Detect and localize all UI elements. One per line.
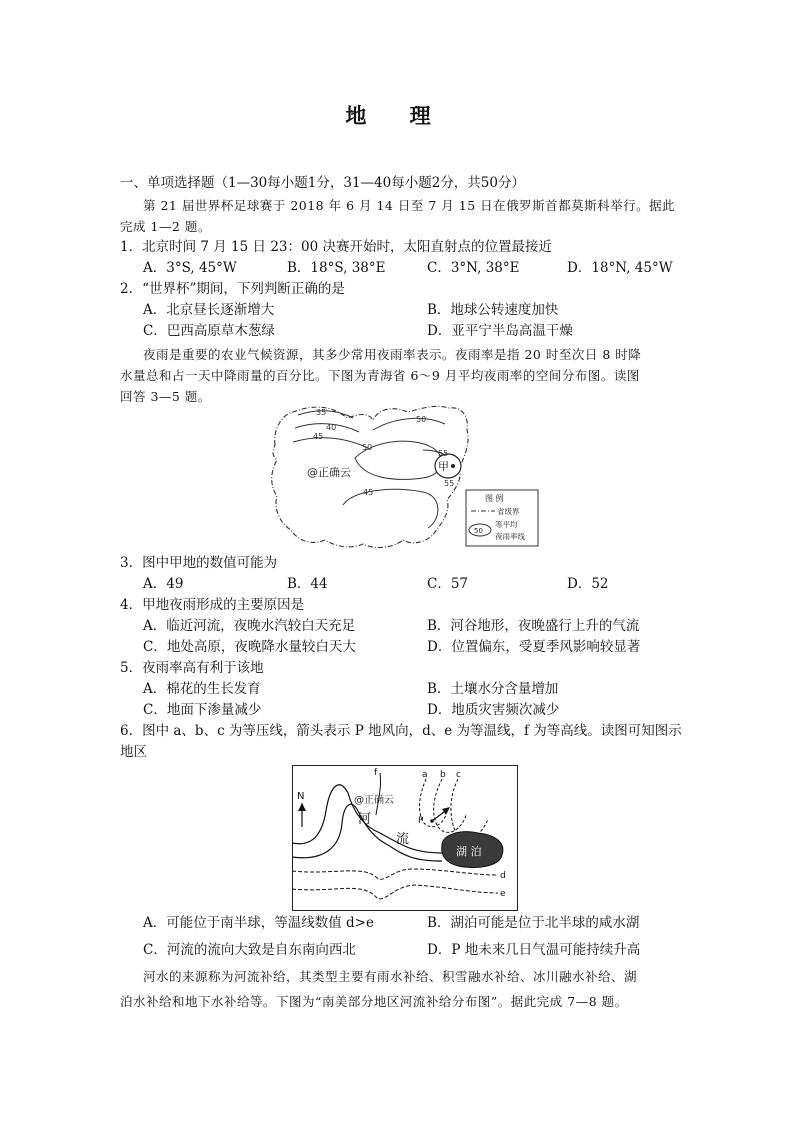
contour-label-35: 35	[316, 408, 327, 417]
river-label-1: 河	[358, 812, 372, 827]
legend-boundary-label: 省级界	[497, 507, 520, 516]
passage2-line-1: 夜雨是重要的农业气候资源，其多少常用夜雨率表示。夜雨率是指 20 时至次日 8 时降	[143, 347, 642, 362]
q1-option-b: B．18°S, 38°E	[287, 260, 386, 276]
q6-option-a: A．可能位于南半球，等温线数值 d>e	[143, 915, 374, 931]
q6-option-b: B．湖泊可能是位于北半球的咸水湖	[427, 915, 640, 931]
q4-option-d: D．位置偏东，受夏季风影响较显著	[427, 639, 641, 655]
passage3-line-1: 河水的来源称为河流补给，其类型主要有雨水补给、积雪融水补给、冰川融水补给、湖	[143, 969, 638, 984]
river-label-2: 流	[396, 832, 410, 847]
q6-stem-line1: 6．图中 a、b、c 为等压线，箭头表示 P 地风向，d、e 为等温线，f 为等高线。读图可知图示	[120, 723, 682, 739]
q6-stem-line2: 地区	[120, 744, 147, 760]
q5-stem: 5．夜雨率高有利于该地	[120, 660, 264, 676]
q5-option-a: A．棉花的生长发育	[143, 681, 261, 697]
q2-stem: 2．“世界杯”期间，下列判断正确的是	[120, 281, 345, 297]
contour-label-55-b: 55	[444, 479, 455, 488]
label-a: a	[422, 770, 428, 780]
q2-option-b: B．地球公转速度加快	[427, 302, 559, 318]
q3-option-a: A．49	[143, 576, 184, 592]
q1-option-d: D．18°N, 45°W	[567, 260, 673, 276]
q4-option-a: A．临近河流，夜晚水汽较白天充足	[143, 618, 356, 634]
label-p: P	[418, 816, 424, 826]
q1-stem: 1．北京时间 7 月 15 日 23：00 决赛开始时，太阳直射点的位置最接近	[120, 239, 552, 255]
q6-option-c: C．河流的流向大致是自东南向西北	[143, 942, 356, 958]
q5-option-b: B．土壤水分含量增加	[427, 681, 559, 697]
q3-option-b: B．44	[287, 576, 328, 592]
q1-option-a: A．3°S, 45°W	[143, 260, 237, 276]
q4-option-c: C．地处高原，夜晚降水量较白天大	[143, 639, 356, 655]
q4-stem: 4．甲地夜雨形成的主要原因是	[120, 597, 305, 613]
north-label: N	[297, 791, 305, 802]
q1-option-c: C．3°N, 38°E	[427, 260, 520, 276]
q2-option-c: C．巴西高原草木葱绿	[143, 323, 275, 339]
label-f: f	[374, 768, 378, 778]
legend-title: 图 例	[485, 494, 504, 503]
contour-label-40: 40	[326, 423, 337, 432]
contour-label-45-b: 45	[363, 488, 374, 497]
q2-option-d: D．亚平宁半岛高温干燥	[427, 323, 573, 339]
q4-option-b: B．河谷地形，夜晚盛行上升的气流	[427, 618, 640, 634]
passage2-line-2: 水量总和占一天中降雨量的百分比。下图为青海省 6～9 月平均夜雨率的空间分布图。读图	[120, 368, 640, 383]
contour-label-50-b: 50	[362, 443, 373, 452]
legend-contour-line2: 夜雨率线	[495, 532, 525, 541]
legend-contour-line1: 等平均	[495, 520, 518, 529]
passage3-line-2: 泊水补给和地下水补给等。下图为“南美部分地区河流补给分布图”。据此完成 7—8 题。	[120, 994, 628, 1009]
q3-option-c: C．57	[427, 576, 469, 592]
q3-option-d: D．52	[567, 576, 609, 592]
q3-stem: 3．图中甲地的数值可能为	[120, 555, 278, 571]
qinghai-night-rain-map	[263, 400, 543, 555]
label-b: b	[440, 770, 446, 780]
label-c: c	[456, 770, 461, 780]
intro-line-1: 第 21 届世界杯足球赛于 2018 年 6 月 14 日至 7 月 15 日在俄罗斯首都莫斯科举行。据此	[143, 198, 676, 213]
q5-option-d: D．地质灾害频次减少	[427, 702, 560, 718]
watermark-2: @正确云	[354, 795, 394, 806]
jia-label: 甲	[438, 460, 449, 473]
q6-option-d: D．P 地未来几日气温可能持续升高	[427, 942, 641, 958]
province-boundary	[272, 406, 468, 547]
lake-label: 湖 泊	[456, 845, 482, 858]
passage2-line-3: 回答 3—5 题。	[120, 389, 211, 404]
label-d: d	[500, 871, 506, 881]
q5-option-c: C．地面下渗量减少	[143, 702, 262, 718]
contour-label-50-a: 50	[416, 415, 427, 424]
intro-line-2: 完成 1—2 题。	[120, 219, 211, 234]
q2-option-a: A．北京昼长逐渐增大	[143, 302, 275, 318]
page-title: 地 理	[345, 103, 449, 128]
watermark: @正确云	[307, 466, 351, 479]
river-lake-map	[292, 765, 518, 911]
contour-label-55-a: 55	[438, 449, 449, 458]
label-e: e	[500, 889, 506, 899]
contour-label-45: 45	[313, 432, 324, 441]
legend-contour-value: 50	[474, 527, 483, 535]
section-header: 一、单项选择题（1—30每小题1分，31—40每小题2分，共50分）	[120, 175, 525, 191]
